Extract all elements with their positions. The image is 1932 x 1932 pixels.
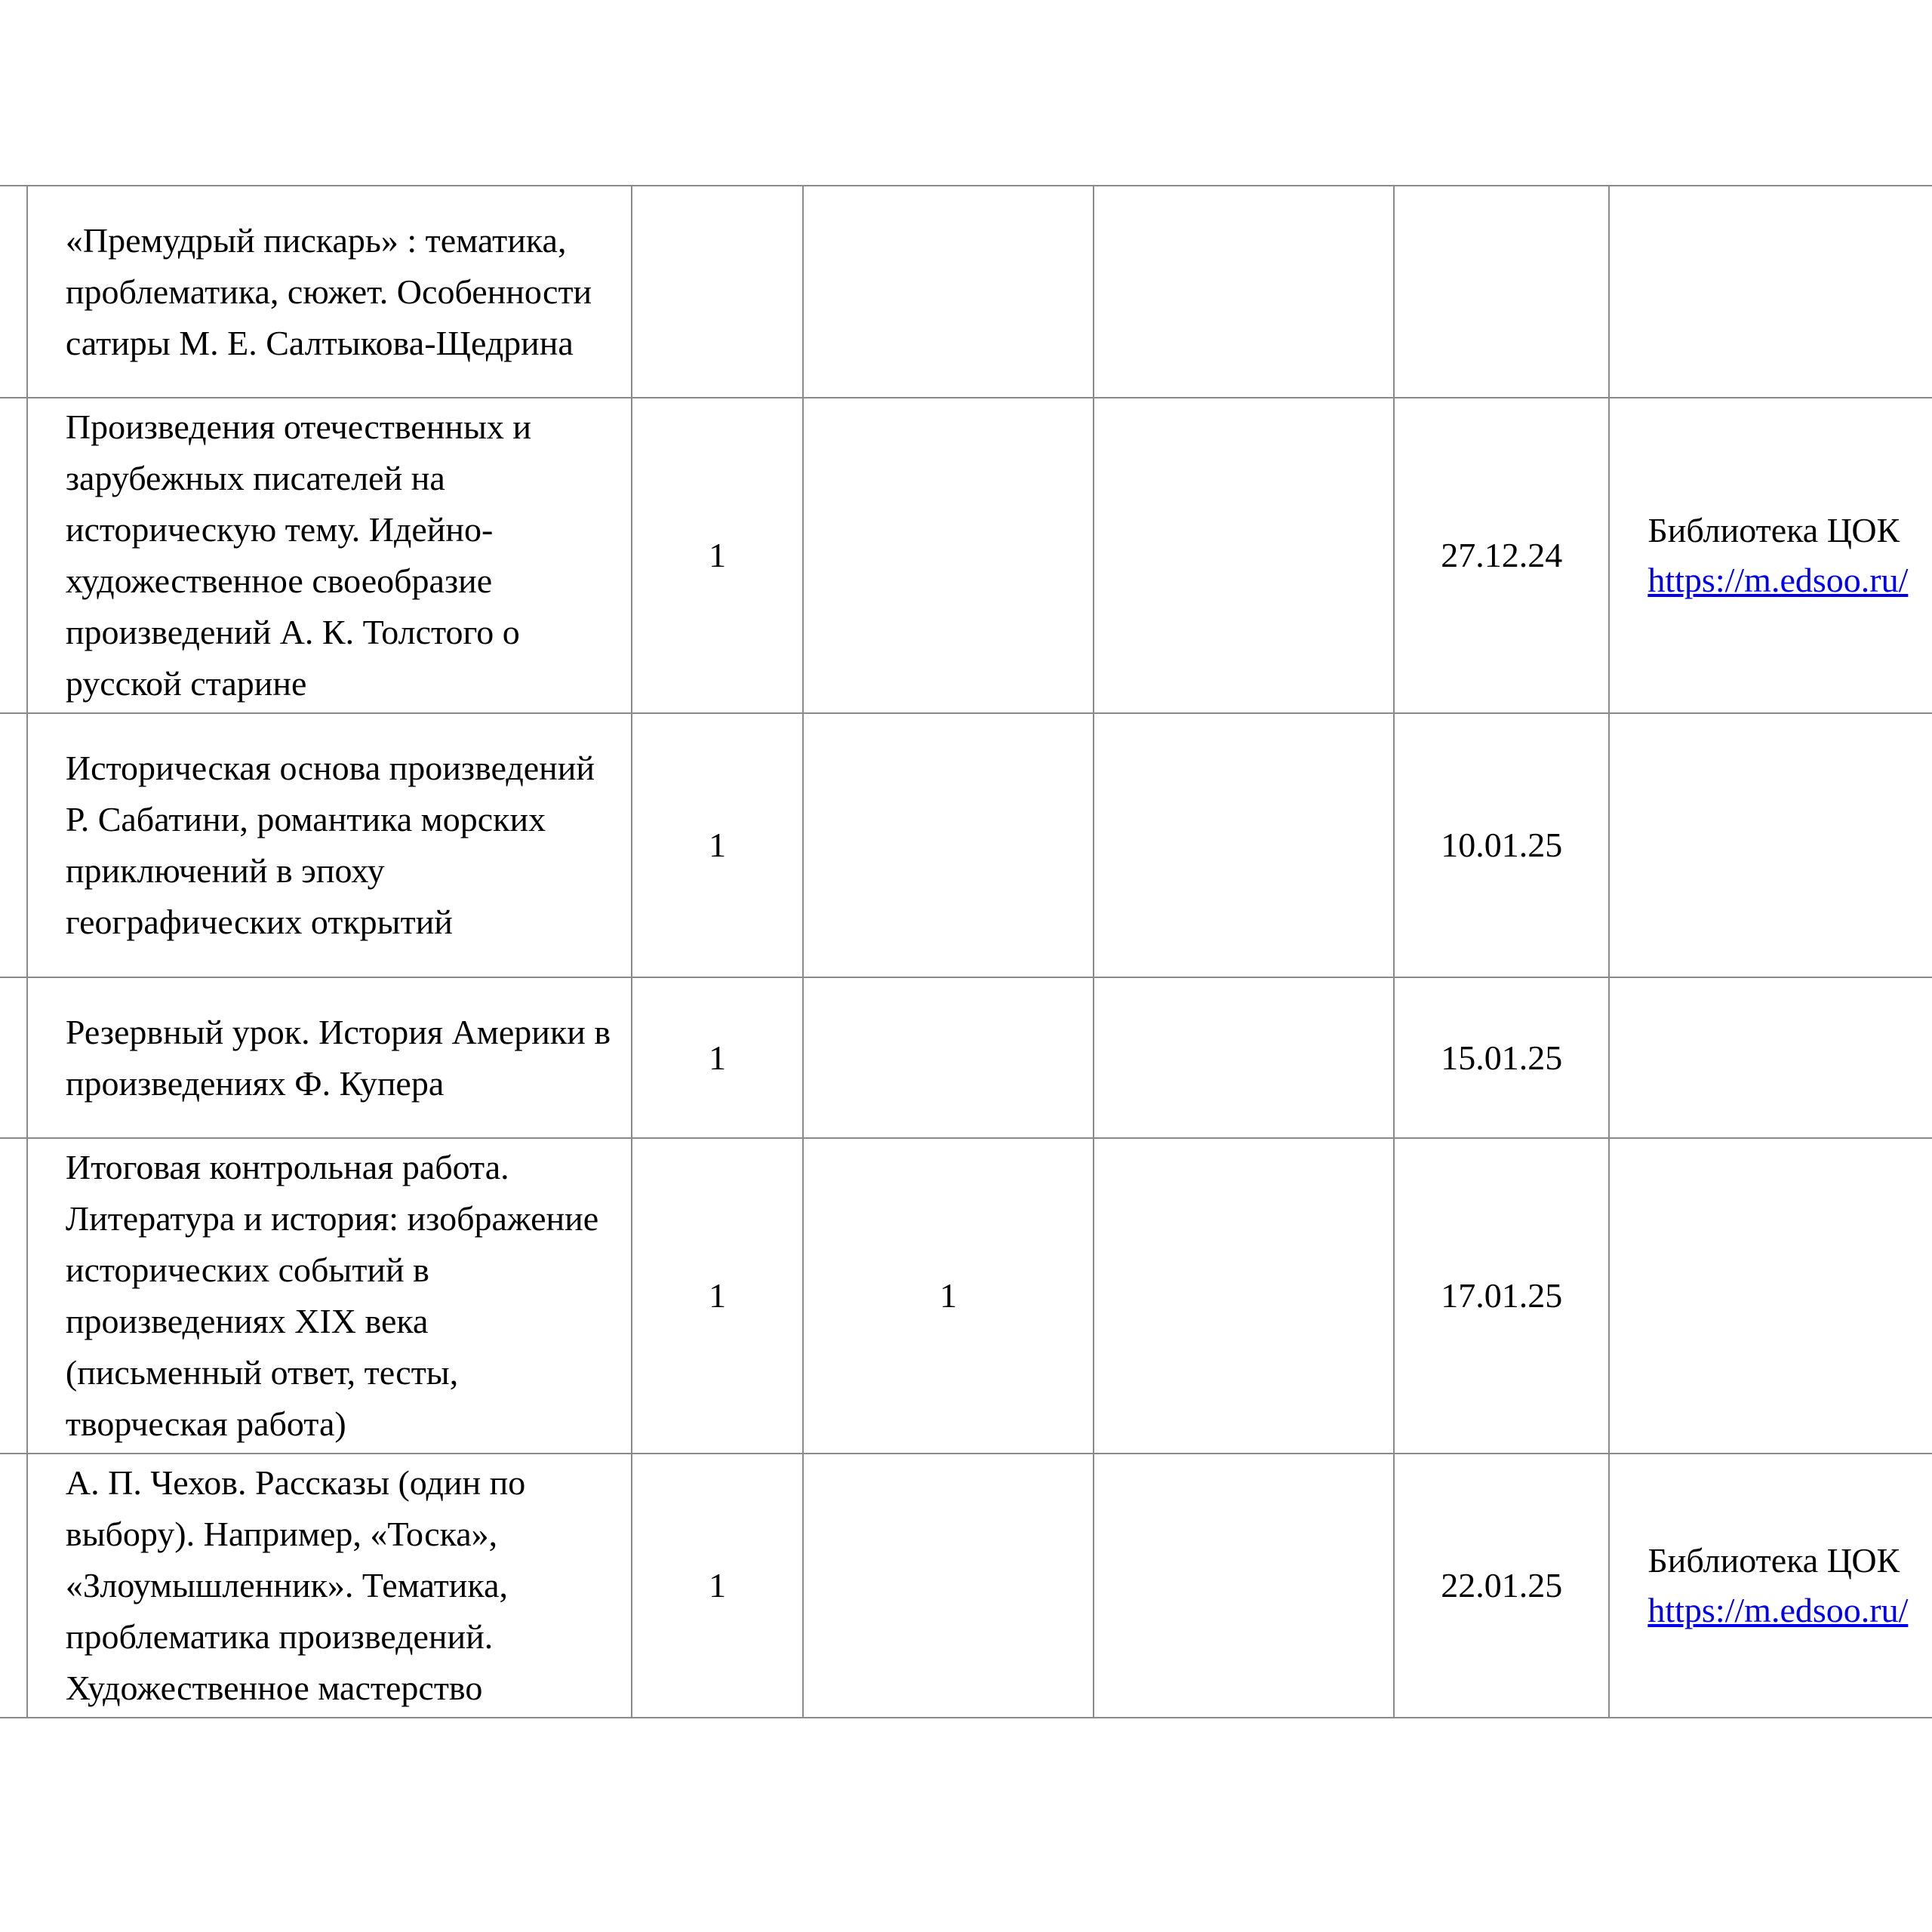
resource-cell bbox=[1609, 1138, 1932, 1454]
hours-cell: 1 bbox=[632, 1138, 804, 1454]
date-cell bbox=[1394, 186, 1609, 398]
row-number-cell bbox=[0, 398, 27, 713]
topic-text: Резервный урок. История Америки в произведениях Ф. Купера bbox=[65, 1012, 611, 1103]
control-work-cell bbox=[803, 977, 1094, 1138]
date-cell: 15.01.25 bbox=[1394, 977, 1609, 1138]
hours-cell: 1 bbox=[632, 398, 804, 713]
control-work-cell bbox=[803, 398, 1094, 713]
table-row bbox=[0, 398, 1932, 713]
resource-cell bbox=[1609, 398, 1932, 713]
hours-cell: 1 bbox=[632, 713, 804, 977]
row-number-cell bbox=[0, 1138, 27, 1454]
practical-work-cell bbox=[1094, 1138, 1394, 1454]
resource-cell bbox=[1609, 713, 1932, 977]
resource-link[interactable]: https://m.edsoo.ru/ bbox=[1647, 561, 1909, 599]
practical-work-cell bbox=[1094, 186, 1394, 398]
resource-title: Библиотека ЦОК bbox=[1647, 1541, 1900, 1580]
row-number-cell bbox=[0, 1454, 27, 1718]
resource-cell bbox=[1609, 977, 1932, 1138]
resource-title: Библиотека ЦОК bbox=[1647, 511, 1900, 549]
practical-work-cell bbox=[1094, 713, 1394, 977]
table-row bbox=[0, 186, 1932, 398]
practical-work-cell bbox=[1094, 1454, 1394, 1718]
topic-cell bbox=[27, 713, 632, 977]
topic-text: Итоговая контрольная работа. Литература и история: изображение исторических событий в произведениях XIX века (письменный ответ, тесты, творческая работа) bbox=[65, 1148, 599, 1443]
row-number-cell bbox=[0, 977, 27, 1138]
date-cell: 27.12.24 bbox=[1394, 398, 1609, 713]
resource-cell bbox=[1609, 186, 1932, 398]
table-row bbox=[0, 1138, 1932, 1454]
topic-cell bbox=[27, 398, 632, 713]
practical-work-cell bbox=[1094, 977, 1394, 1138]
topic-text: «Премудрый пискарь» : тематика, проблематика, сюжет. Особенности сатиры М. Е. Салтыкова-Щедрина bbox=[65, 220, 592, 362]
lesson-plan-table bbox=[0, 185, 1932, 1718]
control-work-cell: 1 bbox=[803, 1138, 1094, 1454]
row-number-cell bbox=[0, 186, 27, 398]
table-row bbox=[0, 977, 1932, 1138]
topic-cell bbox=[27, 1454, 632, 1718]
lesson-plan-table-container bbox=[0, 185, 1932, 1718]
topic-cell bbox=[27, 1138, 632, 1454]
control-work-cell bbox=[803, 713, 1094, 977]
date-cell: 22.01.25 bbox=[1394, 1454, 1609, 1718]
hours-cell: 1 bbox=[632, 977, 804, 1138]
hours-cell: 1 bbox=[632, 1454, 804, 1718]
topic-text: Произведения отечественных и зарубежных писателей на историческую тему. Идейно-художественное своеобразие произведений А. К. Толстого о русской старине bbox=[65, 408, 531, 703]
table-row bbox=[0, 1454, 1932, 1718]
date-cell: 10.01.25 bbox=[1394, 713, 1609, 977]
topic-text: А. П. Чехов. Рассказы (один по выбору). Например, «Тоска», «Злоумышленник». Тематика, проблематика произведений. Художественное мастерство bbox=[65, 1463, 526, 1707]
resource-link[interactable]: https://m.edsoo.ru/ bbox=[1647, 1591, 1909, 1629]
topic-cell bbox=[27, 977, 632, 1138]
row-number-cell bbox=[0, 713, 27, 977]
topic-text: Историческая основа произведений Р. Сабатини, романтика морских приключений в эпоху географических открытий bbox=[65, 749, 595, 941]
topic-cell bbox=[27, 186, 632, 398]
control-work-cell bbox=[803, 1454, 1094, 1718]
hours-cell bbox=[632, 186, 804, 398]
control-work-cell bbox=[803, 186, 1094, 398]
resource-cell bbox=[1609, 1454, 1932, 1718]
practical-work-cell bbox=[1094, 398, 1394, 713]
table-row bbox=[0, 713, 1932, 977]
date-cell: 17.01.25 bbox=[1394, 1138, 1609, 1454]
